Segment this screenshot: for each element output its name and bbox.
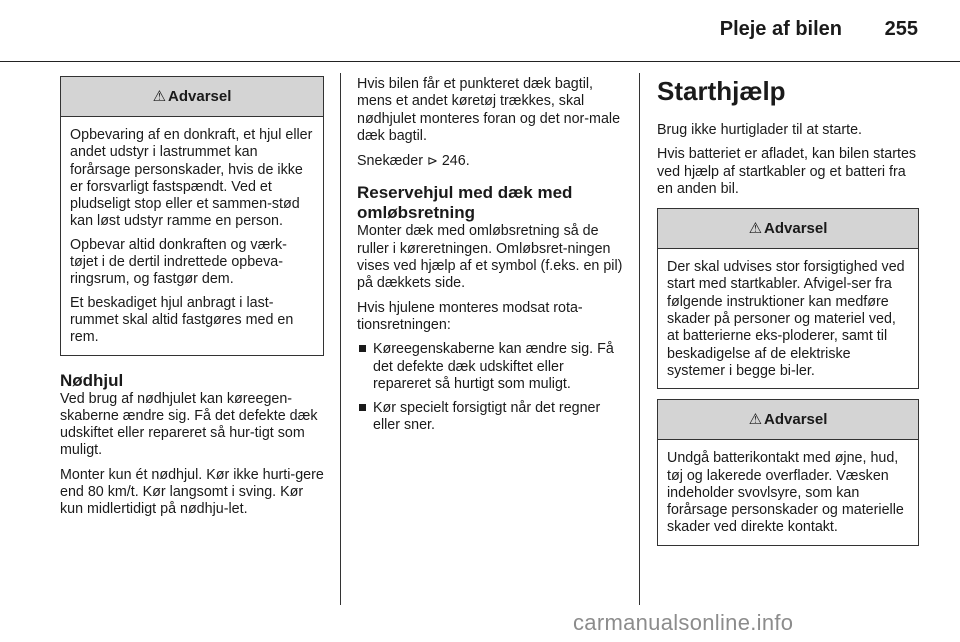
warning-box-storage	[60, 76, 324, 356]
column-right	[657, 76, 919, 546]
column-divider	[639, 73, 640, 605]
page-header	[0, 0, 960, 62]
warning-header	[61, 77, 323, 117]
warning-triangle-icon: ⚠	[152, 87, 167, 105]
warning-body	[61, 117, 323, 355]
page-number: 255	[884, 18, 918, 40]
bullet-list	[357, 341, 623, 434]
body-paragraph: Hvis bilen får et punkteret dæk bagtil, mens et andet køretøj trækkes, skal nødhjulet monteres foran og det nor-male dæk bagtil.	[357, 76, 621, 144]
body-paragraph: Brug ikke hurtiglader til at starte.	[657, 122, 863, 138]
body-paragraph: Monter kun ét nødhjul. Kør ikke hurti-gere end 80 km/t. Kør langsomt i sving. Kør kun midlertidigt på nødhju-let.	[60, 466, 324, 518]
cross-reference-page[interactable]: 246.	[441, 153, 470, 170]
body-paragraph: Monter dæk med omløbsretning så de ruller i køreretningen. Omløbsret-ningen vises ved hjælp af et symbol (f.eks. en pil) på dækkets side.	[357, 223, 623, 292]
section-heading-spare-wheel: Nødhjul	[60, 370, 124, 390]
body-paragraph: Hvis hjulene monteres modsat rota-tionsretningen:	[357, 299, 583, 333]
body-paragraph: Hvis batteriet er afladet, kan bilen startes ved hjælp af startkabler og et batteri fra en anden bil.	[657, 146, 917, 197]
warning-label: Advarsel	[764, 220, 828, 238]
warning-header	[658, 400, 918, 440]
warning-paragraph: Undgå batterikontakt med øjne, hud, tøj og lakerede overflader. Væsken indeholder svovlsyre, som kan forårsage personskader og materielle skader ved direkte kontakt.	[667, 450, 904, 536]
bullet-square-icon	[359, 345, 366, 352]
list-item: Kør specielt forsigtigt når det regner eller sner.	[357, 400, 623, 435]
page-section-title: Pleje af bilen	[719, 18, 842, 40]
cross-reference	[357, 152, 623, 170]
body-paragraph: Ved brug af nødhjulet kan køreegen-skaberne ændre sig. Få det defekte dæk udskiftet eller repareret så hur-tigt som muligt.	[60, 390, 318, 459]
warning-body	[658, 440, 918, 544]
warning-body	[658, 249, 918, 388]
warning-triangle-icon: ⚠	[748, 411, 763, 429]
warning-paragraph: Der skal udvises stor forsigtighed ved start med startkabler. Afvigel-ser fra følgende instruktioner kan medføre skader på personer og materiel ved, at batterierne eks-ploderer, samt til beskadigelse af de elektriske systemer i begge bi-ler.	[667, 259, 905, 379]
cross-reference-text: Snekæder	[357, 153, 423, 170]
column-left	[60, 76, 324, 526]
list-item: Køreegenskaberne kan ændre sig. Få det defekte dæk udskiftet eller repareret så hurtigt som muligt.	[357, 341, 623, 393]
warning-paragraph: Opbevaring af en donkraft, et hjul eller andet udstyr i lastrummet kan forårsage personskader, hvis de ikke er forsvarligt fastspændt. Ved et pludseligt stop eller et sammen-stød kan løst udstyr ramme en person.	[70, 127, 313, 230]
header-divider	[0, 61, 960, 62]
warning-box-jump-start	[657, 208, 919, 389]
warning-paragraph: Et beskadiget hjul anbragt i last-rummet skal altid fastgøres med en rem.	[70, 294, 294, 346]
warning-label: Advarsel	[764, 411, 828, 429]
warning-paragraph: Opbevar altid donkraften og værk-tøjet i de dertil indrettede opbeva-ringsrum, og fastgør dem.	[70, 236, 287, 288]
column-divider	[340, 73, 341, 605]
watermark: carmanualsonline.info	[573, 610, 794, 635]
bullet-square-icon	[359, 404, 366, 411]
warning-box-battery-acid	[657, 399, 919, 545]
section-title-jump-start: Starthjælp	[657, 76, 786, 106]
column-middle	[357, 76, 623, 442]
section-heading-directional-tyre: Reservehjul med dæk med omløbsretning	[357, 183, 573, 223]
warning-label: Advarsel	[168, 87, 232, 105]
warning-header	[658, 209, 918, 249]
page-reference-arrow-icon: ⊳	[426, 153, 438, 169]
warning-triangle-icon: ⚠	[748, 220, 763, 238]
